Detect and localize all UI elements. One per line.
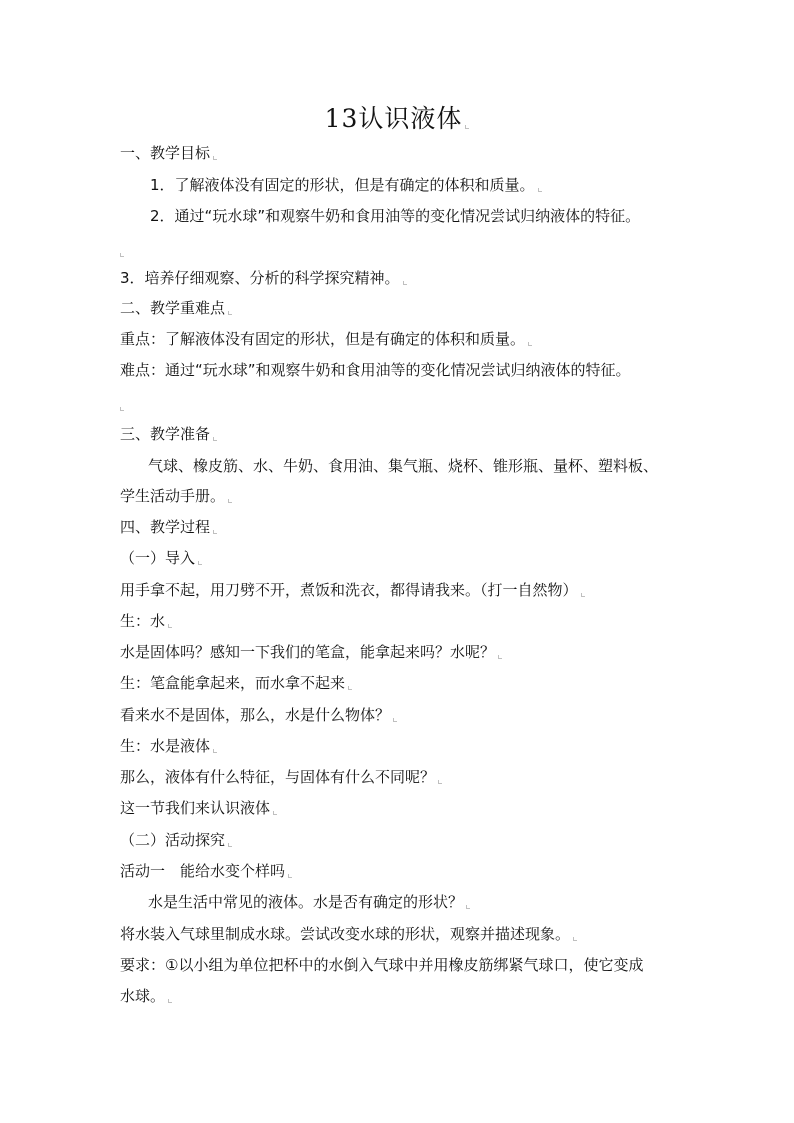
paragraph-mark-icon xyxy=(538,188,542,192)
paragraph-mark-icon xyxy=(120,407,124,411)
paragraph-mark-icon xyxy=(213,437,217,441)
requirement-line-2: 水球。 xyxy=(120,986,172,1006)
question-line: 看来水不是固体，那么，水是什么物体？ xyxy=(120,705,397,725)
requirement-line-1: 要求：①以小组为单位把杯中的水倒入气球中并用橡皮筋绑紧气球口，使它变成 xyxy=(120,956,644,974)
subsection-heading-activity: （二）活动探究 xyxy=(120,830,232,850)
paragraph-mark-icon xyxy=(273,811,277,815)
riddle-line: 用手拿不起，用刀劈不开，煮饭和洗衣，都得请我来。（打一自然物） xyxy=(120,580,585,600)
paragraph-mark-icon xyxy=(581,593,585,597)
paragraph-mark-icon xyxy=(393,718,397,722)
materials-line-2: 学生活动手册。 xyxy=(120,486,232,506)
paragraph-mark-icon xyxy=(465,125,469,129)
document-title xyxy=(0,102,794,136)
objective-item-2: 2．通过“玩水球”和观察牛奶和食用油等的变化情况尝试归纳液体的特征。 xyxy=(150,207,641,225)
paragraph-mark-icon xyxy=(498,655,502,659)
section-heading-preparation: 三、教学准备 xyxy=(120,424,217,444)
paragraph-mark-icon xyxy=(168,999,172,1003)
section-heading-process: 四、教学过程 xyxy=(120,517,217,537)
student-answer-line: 生：水 xyxy=(120,611,172,631)
materials-line-1: 气球、橡皮筋、水、牛奶、食用油、集气瓶、烧杯、锥形瓶、量杯、塑料板、 xyxy=(148,457,659,475)
paragraph-mark-icon xyxy=(228,311,232,315)
paragraph-mark-icon xyxy=(228,499,232,503)
paragraph-mark-icon xyxy=(573,937,577,941)
paragraph-mark-icon xyxy=(348,686,352,690)
activity-title: 活动一 能给水变个样吗 xyxy=(120,861,292,881)
paragraph-mark-icon xyxy=(198,561,202,565)
section-heading-objectives: 一、教学目标 xyxy=(120,143,217,163)
paragraph-mark-icon xyxy=(228,843,232,847)
paragraph-mark-icon xyxy=(466,905,470,909)
paragraph-mark-icon xyxy=(288,874,292,878)
paragraph-mark-icon xyxy=(438,780,442,784)
paragraph-mark-icon xyxy=(213,749,217,753)
question-line: 那么，液体有什么特征，与固体有什么不同呢？ xyxy=(120,767,442,787)
paragraph-mark-icon xyxy=(213,530,217,534)
paragraph-mark-icon xyxy=(528,342,532,346)
question-line: 水是固体吗？感知一下我们的笔盒，能拿起来吗？水呢？ xyxy=(120,642,502,662)
activity-instruction-line: 将水装入气球里制成水球。尝试改变水球的形状，观察并描述现象。 xyxy=(120,924,577,944)
student-answer-line: 生：笔盒能拿起来，而水拿不起来 xyxy=(120,673,352,693)
key-point-line: 重点：了解液体没有固定的形状，但是有确定的体积和质量。 xyxy=(120,329,532,349)
title-text: 13认识液体 xyxy=(324,104,463,133)
activity-question-line: 水是生活中常见的液体。水是否有确定的形状？ xyxy=(148,892,470,912)
transition-line: 这一节我们来认识液体 xyxy=(120,798,277,818)
paragraph-mark-icon xyxy=(120,253,124,257)
difficult-point-line: 难点：通过“玩水球”和观察牛奶和食用油等的变化情况尝试归纳液体的特征。 xyxy=(120,361,631,379)
paragraph-mark-icon xyxy=(213,156,217,160)
objective-item-1: 1．了解液体没有固定的形状，但是有确定的体积和质量。 xyxy=(150,175,542,195)
section-heading-key-points: 二、教学重难点 xyxy=(120,298,232,318)
paragraph-mark-icon xyxy=(168,624,172,628)
subsection-heading-intro: （一）导入 xyxy=(120,548,202,568)
paragraph-mark-icon xyxy=(403,281,407,285)
objective-item-3: 3．培养仔细观察、分析的科学探究精神。 xyxy=(120,268,407,288)
student-answer-line: 生：水是液体 xyxy=(120,736,217,756)
